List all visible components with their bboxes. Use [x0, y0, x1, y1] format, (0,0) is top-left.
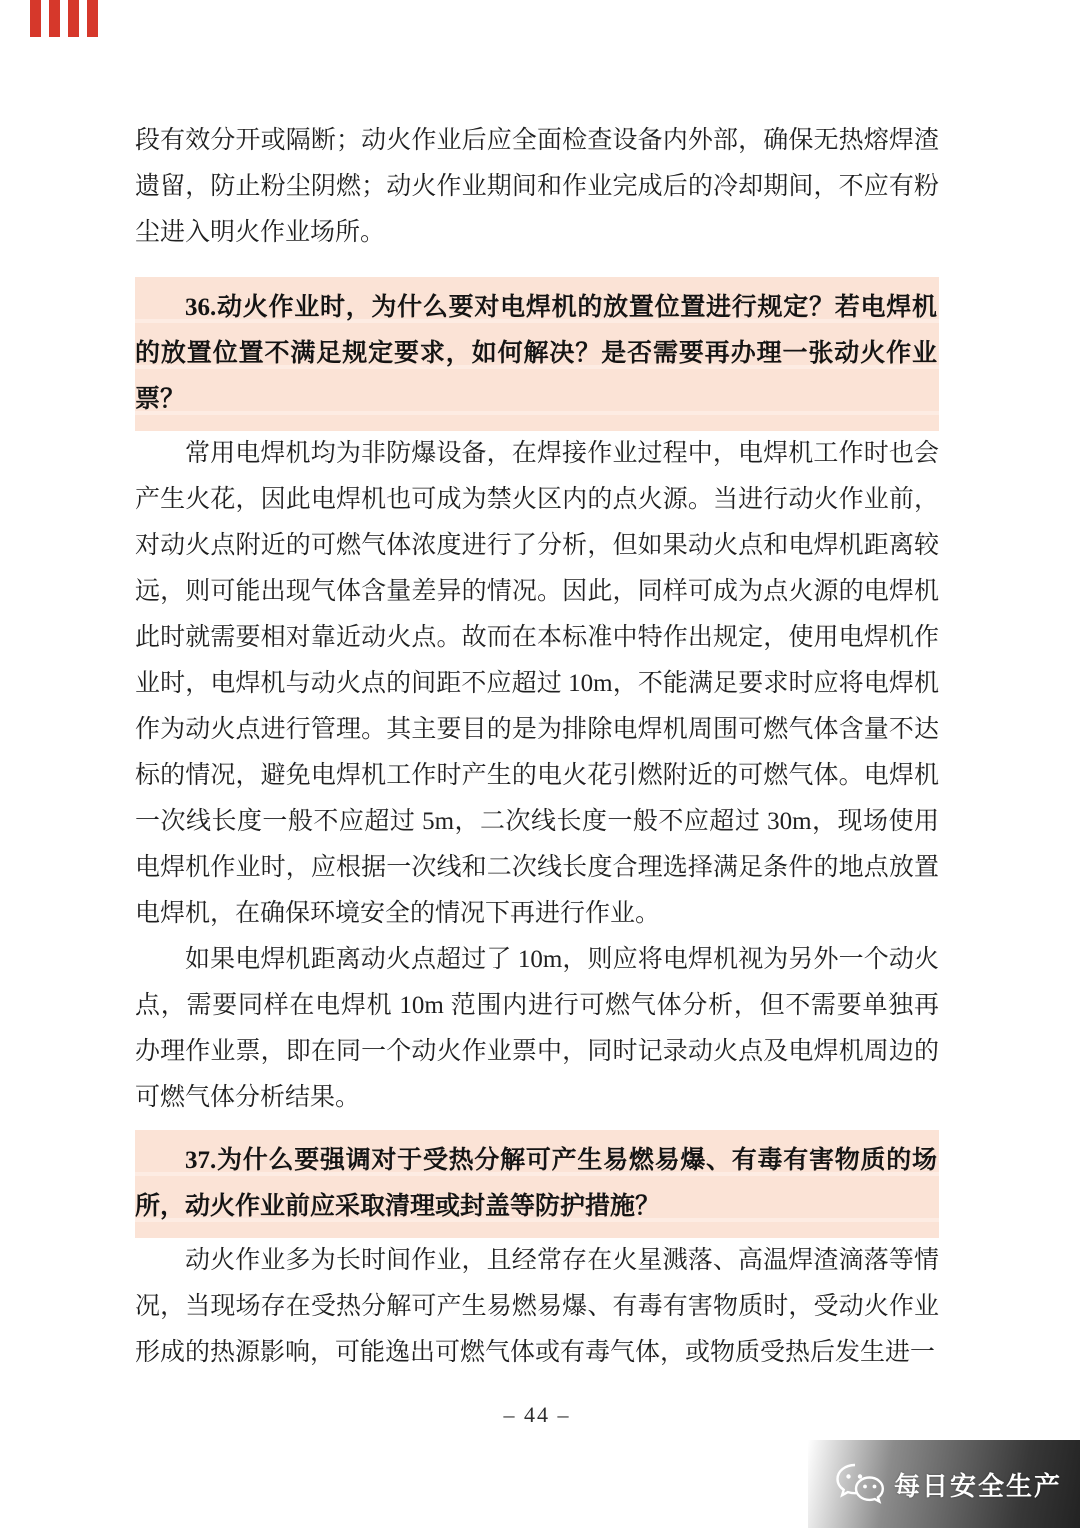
page-number: – 44 –	[503, 1402, 571, 1427]
watermark-label: 每日安全生产	[893, 1470, 1062, 1501]
watermark-badge	[808, 1440, 1080, 1528]
page-corner-red-bars	[30, 0, 98, 37]
question-37-heading: 37.为什么要强调对于受热分解可产生易燃易爆、有毒有害物质的场所，动火作业前应采取清理或封盖等防护措施？	[135, 1130, 939, 1238]
wechat-icon	[834, 1462, 886, 1506]
answer-36-paragraph-1: 常用电焊机均为非防爆设备，在焊接作业过程中，电焊机工作时也会产生火花，因此电焊机也可成为禁火区内的点火源。当进行动火作业前，对动火点附近的可燃气体浓度进行了分析，但如果动火点和电焊机距离较远，则可能出现气体含量差异的情况。因此，同样可成为点火源的电焊机此时就需要相对靠近动火点。故而在本标准中特作出规定，使用电焊机作业时，电焊机与动火点的间距不应超过 10m，不能满足要求时应将电焊机作为动火点进行管理。其主要目的是为排除电焊机周围可燃气体含量不达标的情况，避免电焊机工作时产生的电火花引燃附近的可燃气体。电焊机一次线长度一般不应超过 5m，二次线长度一般不应超过 30m，现场使用电焊机作业时，应根据一次线和二次线长度合理选择满足条件的地点放置电焊机，在确保环境安全的情况下再进行作业。	[135, 440, 939, 927]
text-column	[135, 118, 939, 1438]
question-36-heading: 36.动火作业时，为什么要对电焊机的放置位置进行规定？若电焊机的放置位置不满足规定要求，如何解决？是否需要再办理一张动火作业票？	[135, 277, 939, 431]
answer-36-paragraph-2: 如果电焊机距离动火点超过了 10m，则应将电焊机视为另外一个动火点，需要同样在电焊机 10m 范围内进行可燃气体分析，但不需要单独再办理作业票，即在同一个动火作业票中，同时记录动火点及电焊机周边的可燃气体分析结果。	[135, 946, 939, 1111]
red-bar	[49, 0, 60, 37]
red-bar	[68, 0, 79, 37]
red-bar	[30, 0, 41, 37]
body-paragraph-continuation: 段有效分开或隔断；动火作业后应全面检查设备内外部，确保无热熔焊渣遗留，防止粉尘阴燃；动火作业期间和作业完成后的冷却期间，不应有粉尘进入明火作业场所。	[135, 127, 939, 246]
red-bar	[87, 0, 98, 37]
answer-37-paragraph-1: 动火作业多为长时间作业，且经常存在火星溅落、高温焊渣滴落等情况，当现场存在受热分解可产生易燃易爆、有毒有害物质时，受动火作业形成的热源影响，可能逸出可燃气体或有毒气体，或物质受热后发生进一	[135, 1247, 939, 1366]
